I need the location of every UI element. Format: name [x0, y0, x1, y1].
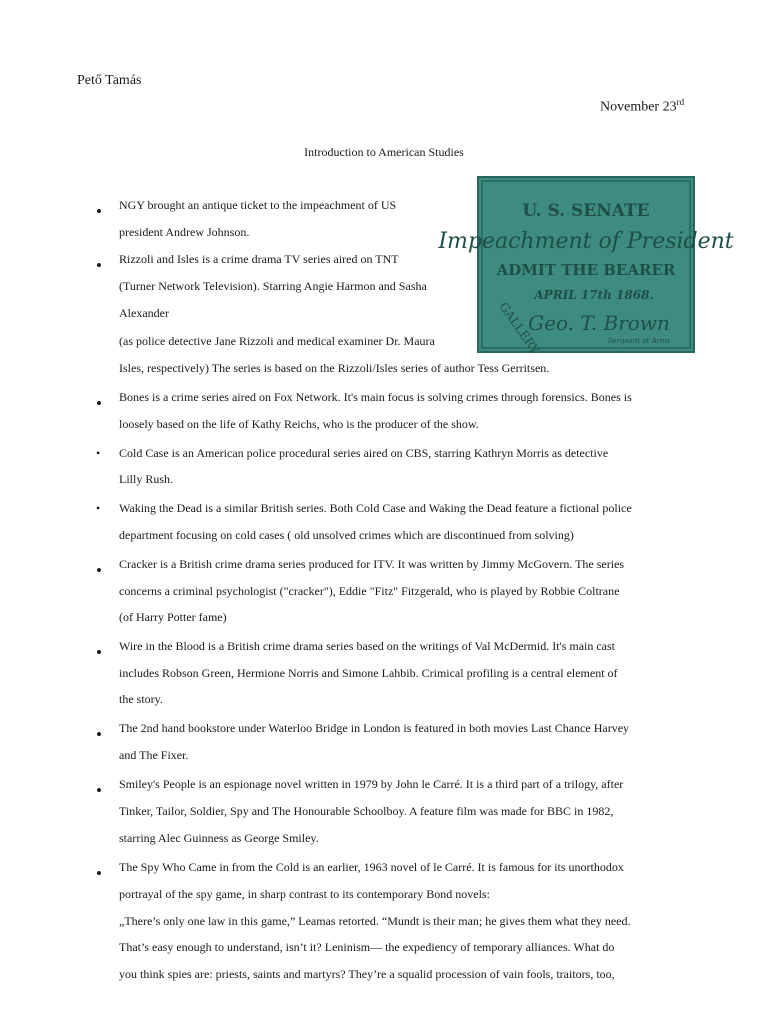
list-item-line: department focusing on cold cases ( old unsolved crimes which are discontinued from solving) [119, 528, 574, 542]
date-text: November 23 [600, 99, 677, 115]
list-item-line: (as police detective Jane Rizzoli and medical examiner Dr. Maura [119, 334, 435, 348]
list-item-line: Isles, respectively) The series is based on the Rizzoli/Isles series of author Tess Gerritsen. [119, 361, 550, 375]
list-item-line: (Turner Network Television). Starring Angie Harmon and Sasha [119, 279, 427, 293]
svg-text:Geo. T. Brown: Geo. T. Brown [528, 311, 670, 335]
list-item-line: includes Robson Green, Hermione Norris and Simone Lahbib. Crimical profiling is a central element of [119, 666, 618, 680]
svg-text:Impeachment of President: Impeachment of President [438, 229, 734, 254]
date-suffix: rd [676, 97, 685, 107]
svg-text:APRIL 17th 1868.: APRIL 17th 1868. [534, 288, 654, 302]
list-item-line: The 2nd hand bookstore under Waterloo Bridge in London is featured in both movies Last Chance Harvey [119, 721, 630, 735]
list-item-line: Alexander [119, 306, 169, 320]
document-date [600, 97, 684, 116]
svg-text:ADMIT THE BEARER: ADMIT THE BEARER [496, 261, 676, 279]
bullet-marker: • [96, 561, 102, 580]
list-item-line: the story. [119, 692, 163, 706]
bullet-marker: • [96, 394, 102, 413]
bullet-marker: • [96, 864, 102, 883]
bullet-marker: • [96, 446, 101, 460]
bullet-marker: • [96, 501, 101, 515]
list-item-line: Smiley's People is an espionage novel written in 1979 by John le Carré. It is a third part of a trilogy, after [119, 777, 624, 791]
list-item-line: Bones is a crime series aired on Fox Network. It's main focus is solving crimes through forensics. Bones is [119, 390, 632, 404]
list-item-line: you think spies are: priests, saints and martyrs? They’re a squalid procession of vain fools, traitors, too, [119, 967, 615, 981]
bullet-marker: • [96, 725, 102, 744]
list-item-line: starring Alec Guinness as George Smiley. [119, 831, 319, 845]
bullet-marker: • [96, 202, 102, 221]
list-item-line: Waking the Dead is a similar British series. Both Cold Case and Waking the Dead feature a fictional police [119, 501, 632, 515]
list-item-line: The Spy Who Came in from the Cold is an earlier, 1963 novel of le Carré. It is famous for its unorthodox [119, 860, 624, 874]
list-item-line: That’s easy enough to understand, isn’t it? Leninism— the expediency of temporary alliances. What do [119, 940, 615, 954]
list-item-line: Cracker is a British crime drama series produced for ITV. It was written by Jimmy McGovern. The series [119, 557, 625, 571]
list-item-line: loosely based on the life of Kathy Reichs, who is the producer of the show. [119, 417, 479, 431]
list-item-line: Lilly Rush. [119, 472, 174, 486]
document-title: Introduction to American Studies [304, 145, 464, 159]
author-name: Pető Tamás [77, 73, 142, 88]
ticket-engraving [438, 178, 734, 357]
svg-text:Sergeant at Arms: Sergeant at Arms [607, 337, 671, 345]
bullet-marker: • [96, 643, 102, 662]
svg-text:U. S. SENATE: U. S. SENATE [522, 201, 650, 221]
bullet-marker: • [96, 256, 102, 275]
list-item-line: Rizzoli and Isles is a crime drama TV series aired on TNT [119, 252, 399, 266]
list-item-line: Cold Case is an American police procedural series aired on CBS, starring Kathryn Morris as detective [119, 446, 609, 460]
bullet-marker: • [96, 781, 102, 800]
list-item-line: Wire in the Blood is a British crime drama series based on the writings of Val McDermid. It's main cast [119, 639, 616, 653]
list-item-line: portrayal of the spy game, in sharp contrast to its contemporary Bond novels: [119, 887, 490, 901]
list-item-line: and The Fixer. [119, 748, 189, 762]
impeachment-ticket-image [438, 176, 734, 357]
list-item-line: „There’s only one law in this game,” Leamas retorted. “Mundt is their man; he gives them what they need. [119, 914, 631, 928]
list-item-line: NGY brought an antique ticket to the impeachment of US [119, 198, 397, 212]
list-item-line: Tinker, Tailor, Soldier, Spy and The Honourable Schoolboy. A feature film was made for BBC in 1982, [119, 804, 614, 818]
list-item-line: president Andrew Johnson. [119, 225, 250, 239]
list-item-line: (of Harry Potter fame) [119, 610, 227, 624]
list-item-line: concerns a criminal psychologist ("cracker"), Eddie "Fitz" Fitzgerald, who is played by Robbie Coltrane [119, 584, 620, 598]
svg-text:GALLERY: GALLERY [496, 299, 543, 357]
